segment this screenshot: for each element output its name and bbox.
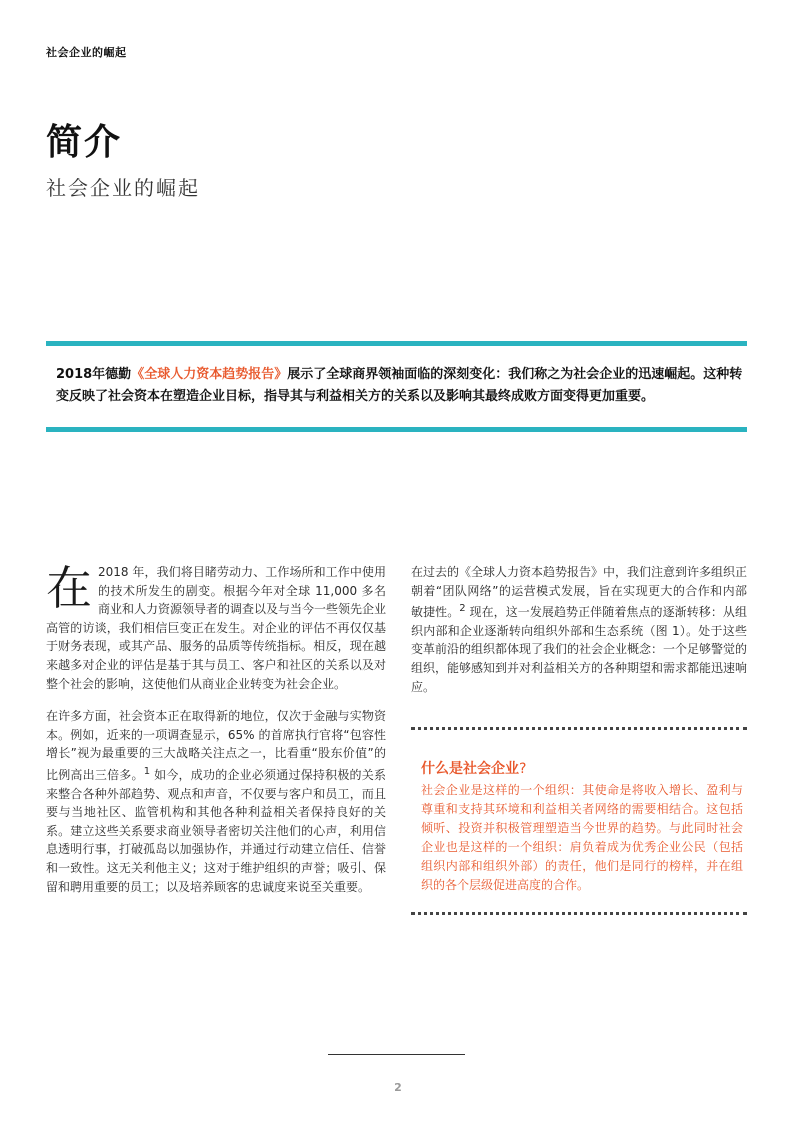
left-paragraph-2 [46,707,386,896]
left-paragraph-2b: 如今，成功的企业必须通过保持积极的关系来整合各种外部趋势、观点和声音，不仅要与客户和员工，而且要与当地社区、监管机构和其他各种利益相关者保持良好的关系。建立这些关系要求商业领导者密切关注他们的心声，利用信息透明行事，打破孤岛以加强协作，并通过行动建立信任、信誉和一致性。这无关利他主义；这对于维护组织的声誉；吸引、保留和聘用重要的员工；以及培养顾客的忠诚度来说至关重要。 [46,767,386,894]
callout-body: 社会企业是这样的一个组织：其使命是将收入增长、盈利与尊重和支持其环境和利益相关者网络的需要相结合。这包括倾听、投资并积极管理塑造当今世界的趋势。与此同时社会企业也是这样的一个组织：肩负着成为优秀企业公民（包括组织内部和组织外部）的责任，他们是同行的榜样，并在组织的各个层级促进高度的合作。 [421,783,743,892]
right-paragraph-1 [411,563,747,696]
left-column [46,563,386,910]
callout-title-text: 什么是社会企业 [421,761,519,777]
left-paragraph-2a: 在许多方面，社会资本正在取得新的地位，仅次于金融与实物资本。例如，近来的一项调查显示，65% 的首席执行官将“包容性增长”视为最重要的三大战略关注点之一，比看重“股东价值”的比例高出三倍多。 [46,709,386,782]
page-number: 2 [394,1081,402,1094]
right-column [411,563,747,710]
intro-prefix: 2018年德勤 [56,367,132,382]
intro-suffix: 展示了全球商界领袖面临的深刻变化：我们称之为社会企业的迅速崛起。这种转变反映了社会资本在塑造企业目标，指导其与利益相关方的关系以及影响其最终成败方面变得更加重要。 [56,367,743,404]
left-paragraph-1 [46,563,386,693]
report-link[interactable]: 《全球人力资本趋势报告》 [131,367,288,382]
drop-cap: 在 [46,561,92,615]
left-paragraph-1-text: 2018 年，我们将目睹劳动力、工作场所和工作中使用的技术所发生的剧变。根据今年对全球 11,000 多名商业和人力资源领导者的调查以及与当今一些领先企业高管的访谈，我们相信巨变正在发生。对企业的评估不再仅仅基于财务表现，或其产品、服务的品质等传统指标。相反，现在越来越多对企业的评估是基于其与员工、客户和社区的关系以及对整个社会的影响，这使他们从商业企业转变为社会企业。 [46,565,387,691]
intro-bottom-rule [46,427,747,432]
right-paragraph-1b: 现在，这一发展趋势正伴随着焦点的逐渐转移：从组织内部和企业逐渐转向组织外部和生态系统（图 1）。处于这些变革前沿的组织都体现了我们的社会企业概念：一个足够警觉的组织，能够感知到并对利益相关方的各种期望和需求都能迅速响应。 [411,605,748,694]
page-title: 简介 [46,122,123,163]
right-paragraph-1a: 在过去的《全球人力资本趋势报告》中，我们注意到许多组织正朝着“团队网络”的运营模式发展，旨在实现更大的合作和内部敏捷性。 [411,565,748,620]
callout-title [421,758,526,778]
page-subtitle: 社会企业的崛起 [46,176,200,200]
footer-rule [328,1054,465,1055]
intro-paragraph [56,364,746,408]
intro-top-rule [46,341,747,346]
callout-bottom-divider [411,912,747,915]
footnote-ref-2[interactable]: 2 [459,603,466,615]
running-header: 社会企业的崛起 [46,46,127,59]
callout-top-divider [411,727,747,730]
callout-question-mark: ? [519,761,527,777]
footnote-ref-1[interactable]: 1 [143,765,151,777]
